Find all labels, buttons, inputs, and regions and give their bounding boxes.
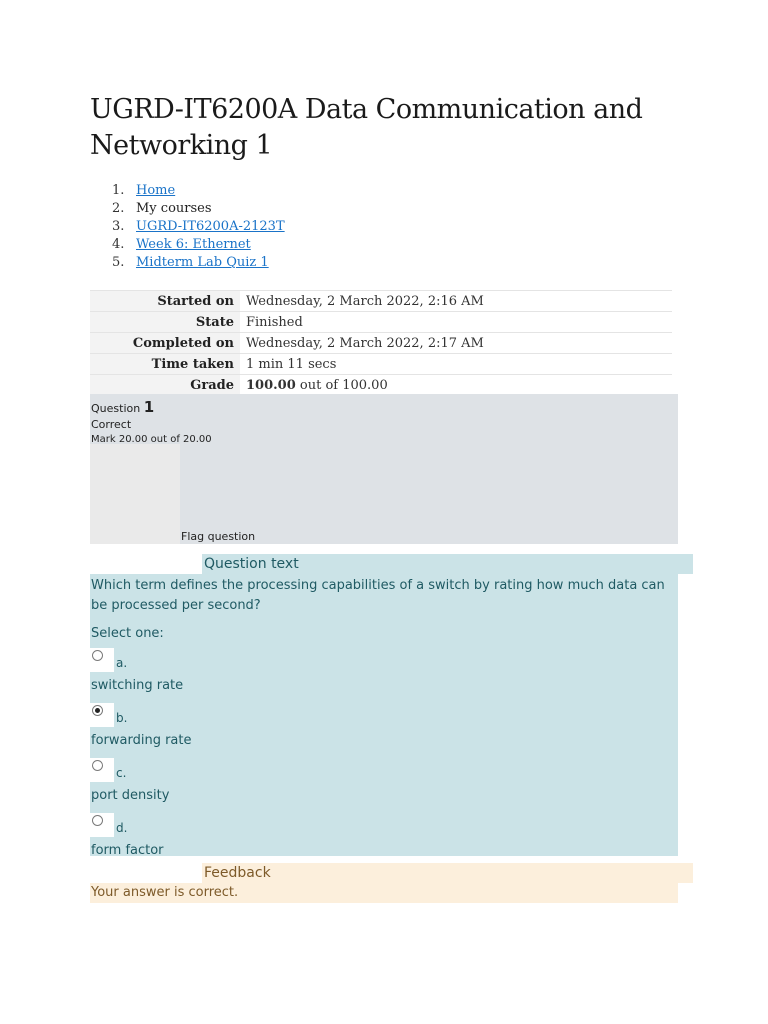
question-state: Correct bbox=[91, 418, 132, 431]
feedback-text: Your answer is correct. bbox=[91, 885, 239, 900]
option-text: forwarding rate bbox=[91, 733, 192, 748]
breadcrumb-item-home bbox=[90, 182, 285, 200]
breadcrumb-number: 5. bbox=[112, 255, 125, 270]
option-letter: a. bbox=[116, 656, 128, 670]
feedback-heading bbox=[202, 863, 693, 883]
option-text: port density bbox=[91, 788, 170, 803]
feedback-heading-label: Feedback bbox=[204, 865, 271, 881]
grade-score: 100.00 bbox=[246, 377, 296, 393]
summary-value: Wednesday, 2 March 2022, 2:17 AM bbox=[240, 333, 672, 354]
option-letter: b. bbox=[116, 711, 128, 725]
summary-label: Completed on bbox=[90, 333, 240, 354]
breadcrumb-text-my-courses: My courses bbox=[136, 201, 212, 216]
summary-value: 1 min 11 secs bbox=[240, 354, 672, 375]
breadcrumb-number: 1. bbox=[112, 183, 125, 198]
answer-option-c[interactable] bbox=[90, 758, 678, 813]
radio-button-d[interactable] bbox=[92, 815, 103, 826]
breadcrumb-link-week[interactable]: Week 6: Ethernet bbox=[136, 237, 251, 252]
summary-value-grade bbox=[240, 375, 672, 396]
radio-button-b-selected[interactable] bbox=[92, 705, 103, 716]
option-letter: c. bbox=[116, 766, 127, 780]
summary-label: State bbox=[90, 312, 240, 333]
question-text-heading-label: Question text bbox=[204, 556, 299, 572]
breadcrumb-link-quiz[interactable]: Midterm Lab Quiz 1 bbox=[136, 255, 269, 270]
page-title: UGRD-IT6200A Data Communication and Networking 1 bbox=[90, 94, 643, 161]
radio-background bbox=[90, 703, 114, 727]
flag-question-link[interactable]: Flag question bbox=[181, 530, 256, 543]
summary-label: Time taken bbox=[90, 354, 240, 375]
radio-button-a[interactable] bbox=[92, 650, 103, 661]
breadcrumb bbox=[90, 182, 285, 272]
breadcrumb-number: 4. bbox=[112, 237, 125, 252]
summary-label: Grade bbox=[90, 375, 240, 396]
breadcrumb-number: 3. bbox=[112, 219, 125, 234]
summary-row-grade bbox=[90, 375, 672, 396]
summary-row-time-taken bbox=[90, 354, 672, 375]
grade-out-of: out of 100.00 bbox=[295, 377, 388, 393]
summary-row-completed-on bbox=[90, 333, 672, 354]
question-label: Question bbox=[91, 402, 144, 415]
answer-option-d[interactable] bbox=[90, 813, 678, 868]
answer-option-b[interactable] bbox=[90, 703, 678, 758]
breadcrumb-link-home[interactable]: Home bbox=[136, 183, 176, 198]
radio-background bbox=[90, 758, 114, 782]
attempt-summary-table bbox=[90, 290, 672, 396]
summary-label: Started on bbox=[90, 291, 240, 312]
question-info-sidebar bbox=[90, 444, 180, 544]
breadcrumb-item-my-courses bbox=[90, 200, 285, 218]
question-number bbox=[91, 398, 154, 416]
feedback-body bbox=[90, 883, 678, 903]
breadcrumb-item-quiz bbox=[90, 254, 285, 272]
question-number-value: 1 bbox=[143, 398, 155, 416]
breadcrumb-link-course[interactable]: UGRD-IT6200A-2123T bbox=[136, 219, 285, 234]
summary-row-started-on bbox=[90, 291, 672, 312]
question-info bbox=[90, 394, 678, 544]
option-letter: d. bbox=[116, 821, 128, 835]
question-mark: Mark 20.00 out of 20.00 bbox=[91, 434, 212, 445]
summary-row-state bbox=[90, 312, 672, 333]
question-text-heading bbox=[202, 554, 693, 574]
breadcrumb-item-week bbox=[90, 236, 285, 254]
summary-value: Finished bbox=[240, 312, 672, 333]
radio-button-c[interactable] bbox=[92, 760, 103, 771]
option-text: switching rate bbox=[91, 678, 184, 693]
summary-value: Wednesday, 2 March 2022, 2:16 AM bbox=[240, 291, 672, 312]
question-prompt: Which term defines the processing capabilities of a switch by rating how much data can be processed per second? bbox=[91, 578, 665, 613]
question-content bbox=[90, 574, 678, 856]
breadcrumb-item-course bbox=[90, 218, 285, 236]
radio-background bbox=[90, 813, 114, 837]
radio-background bbox=[90, 648, 114, 672]
answer-option-a[interactable] bbox=[90, 648, 678, 703]
option-text: form factor bbox=[91, 843, 164, 858]
breadcrumb-number: 2. bbox=[112, 201, 125, 216]
select-one-label: Select one: bbox=[91, 626, 164, 641]
